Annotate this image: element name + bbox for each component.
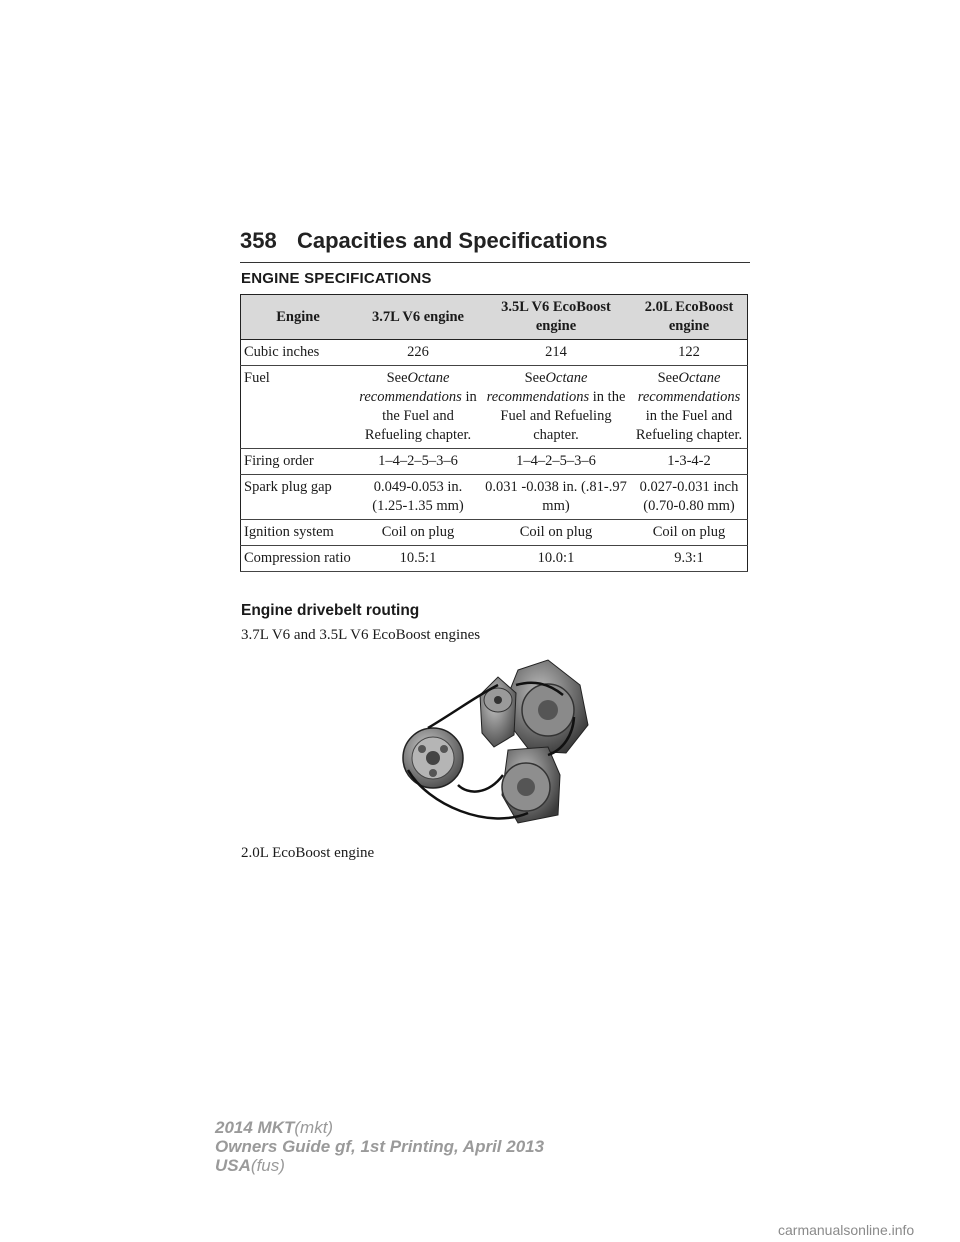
footer-line-guide [215,1137,544,1156]
page-number: 358 [240,228,277,253]
row-label: Spark plug gap [241,475,356,520]
row-label: Ignition system [241,520,356,546]
table-cell: 122 [631,340,748,366]
drivebelt-title: Engine drivebelt routing [241,602,420,619]
table-row [241,340,748,366]
col-header-37l: 3.7L V6 engine [355,295,481,340]
table-row [241,546,748,572]
engine-spec-table [240,294,748,572]
table-header-row [241,295,748,340]
table-cell: 1–4–2–5–3–6 [355,449,481,475]
footer-model: 2014 MKT [215,1118,295,1137]
footer-region-code: (fus) [250,1156,285,1175]
col-header-20l: 2.0L EcoBoost engine [631,295,748,340]
alternator-housing [508,660,588,753]
table-cell [355,366,481,449]
fuel-octane-ref: Octane recommendations [637,370,741,405]
page-header [240,228,750,263]
table-cell: 1–4–2–5–3–6 [481,449,631,475]
drivebelt-caption-20l: 2.0L EcoBoost engine [241,845,375,861]
table-cell [631,366,748,449]
drivebelt-caption-v6: 3.7L V6 and 3.5L V6 EcoBoost engines [241,627,481,643]
table-cell: 226 [355,340,481,366]
fuel-octane-ref: Octane recommendations [486,370,590,405]
table-cell: 10.0:1 [481,546,631,572]
table-cell: 0.027-0.031 inch (0.70-0.80 mm) [631,475,748,520]
footer-line-model [215,1118,544,1137]
crank-pulley [403,728,463,788]
table-cell: Coil on plug [631,520,748,546]
fuel-see: See [386,370,408,386]
footer-model-code: (mkt) [294,1118,334,1137]
footer-guide: Owners Guide gf, 1st Printing, April 2013 [215,1137,545,1156]
table-cell: Coil on plug [355,520,481,546]
fuel-see: See [524,370,546,386]
table-row [241,366,748,449]
page-footer [215,1118,544,1175]
table-row [241,449,748,475]
fuel-chapter-ref: in the Fuel and Refueling chapter. [635,408,743,443]
table-row [241,520,748,546]
watermark: carmanualsonline.info [778,1222,915,1238]
footer-line-region [215,1156,544,1175]
col-header-35l: 3.5L V6 EcoBoost engine [481,295,631,340]
fuel-octane-ref: Octane recommendations [359,370,462,405]
row-label: Firing order [241,449,356,475]
footer-region: USA [215,1156,251,1175]
fuel-see: See [657,370,679,386]
table-row [241,475,748,520]
table-cell: 0.049-0.053 in. (1.25-1.35 mm) [355,475,481,520]
drivebelt-diagram [398,655,608,830]
table-cell [481,366,631,449]
table-cell: 214 [481,340,631,366]
table-cell: 1-3-4-2 [631,449,748,475]
fuel-chapter-ref: in the Fuel and Refueling chapter. [364,389,477,443]
row-label: Fuel [241,366,356,449]
table-cell: 0.031 -0.038 in. (.81-.97 mm) [481,475,631,520]
section-title: ENGINE SPECIFICATIONS [241,270,432,287]
table-cell: 10.5:1 [355,546,481,572]
chapter-title: Capacities and Specifications [297,228,608,253]
table-cell: 9.3:1 [631,546,748,572]
table-cell: Coil on plug [481,520,631,546]
row-label: Compression ratio [241,546,356,572]
col-header-engine: Engine [241,295,356,340]
fuel-chapter-ref: in the Fuel and Refueling chapter. [500,389,626,443]
ac-compressor [502,747,560,823]
row-label: Cubic inches [241,340,356,366]
